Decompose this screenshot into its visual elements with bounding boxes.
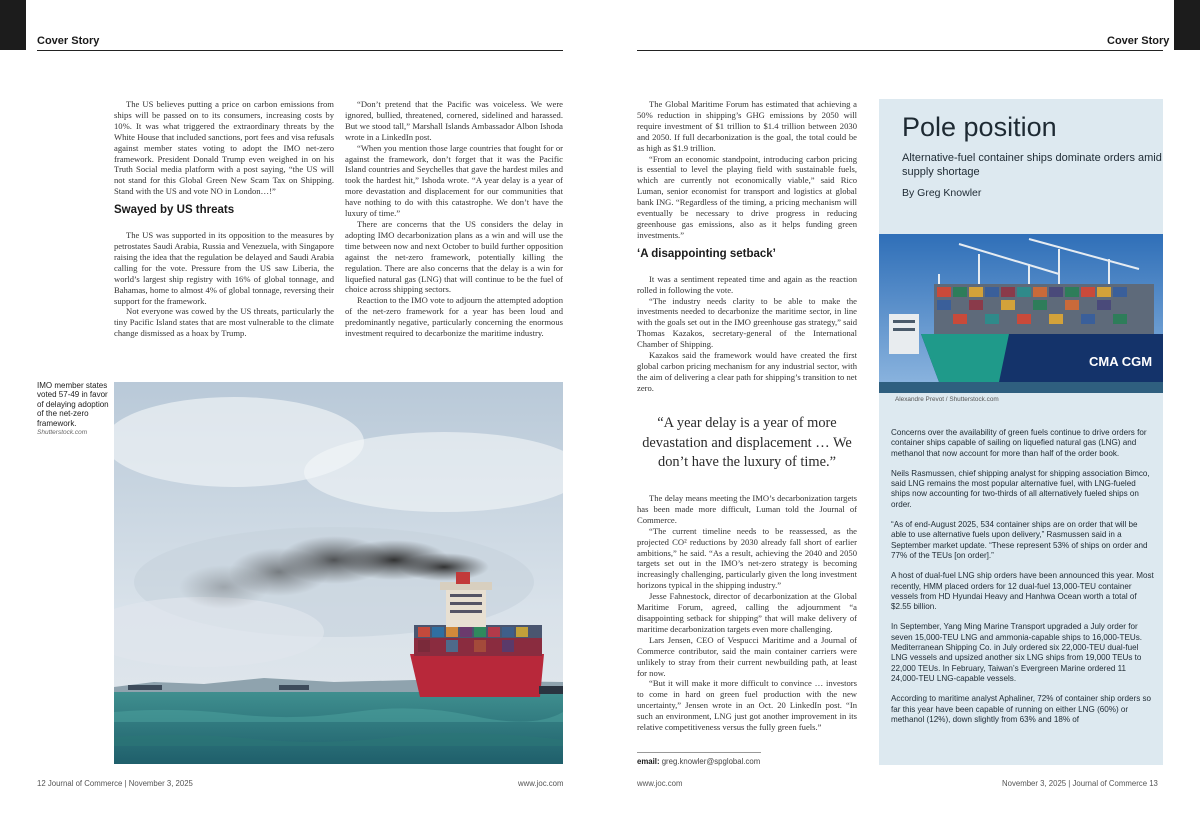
paragraph: It was a sentiment repeated time and again as the reaction rolled in following the vote. xyxy=(637,273,857,295)
paragraph: “The current timeline needs to be reassessed, as the projected CO² reductions by 2030 already fall short of earlier ambitions,” he said. “As a result, achieving the 2040 and 2050 targets set out in the IMO’s net-zero strategy is becoming increasingly challenging, particularly given the long investment horizons typical in the shipping industry.” xyxy=(637,525,857,591)
paragraph: According to maritime analyst Aphaliner, 72% of container ship orders so far this year have been capable of running on either LNG (60%) or methanol (12%), down slightly from 63% and 18% of xyxy=(891,694,1152,724)
paragraph: “Don’t pretend that the Pacific was voiceless. We were ignored, bullied, threatened, cornered, sidelined and harassed. But we stood tall,” Marshall Islands Ambassador Albon Ishoda wrote in a LinkedIn post. xyxy=(345,99,563,142)
sidebar-byline: By Greg Knowler xyxy=(902,187,982,199)
container-ship-photo xyxy=(879,234,1163,393)
caption-credit: Shutterstock.com xyxy=(37,429,88,437)
paragraph: Not everyone was cowed by the US threats, particularly the tiny Pacific Island states that are most vulnerable to the climate change dismissed as a hoax by Trump. xyxy=(114,306,334,339)
pull-quote: “A year delay is a year of more devastation and displacement … We don’t have the luxury of time.” xyxy=(642,415,852,470)
subheading: Swayed by US threats xyxy=(114,204,235,217)
sidebar-body xyxy=(891,428,1155,735)
footer-right-url[interactable]: www.joc.com xyxy=(637,779,683,788)
paragraph: The US believes putting a price on carbon emissions from ships will be passed on to its consumers, increasing costs by 10%. It was what triggered the extraordinary threats by the White House that included sanctions, port fees and visa refusals against member states voting to adopt the IMO net-zero framework. President Donald Trump even weighed in on his Truth Social media platform with a post saying, “the US will not stand for this Global Green New Scam Tax on Shipping. Stand with the US and vote NO in London…!” xyxy=(114,99,334,197)
paragraph: “From an economic standpoint, introducing carbon pricing is essential to level the playing field with sustainable fuels, which are currently not economically viable,” said Rico Luman, senior economist for transport and logistics at global bank ING. “Regardless of the timing, a pricing mechanism will eventually be necessary to drive progress in reducing greenhouse gas emissions, also as it helps funding green investments.” xyxy=(637,153,857,240)
paragraph: Neils Rasmussen, chief shipping analyst for shipping association Bimco, said LNG remains the most popular alternative fuel, with LNG-fueled ships now accounting for two-thirds of all alternatively fueled ships on order. xyxy=(891,468,1150,509)
footer-left-page-info: 12 Journal of Commerce | November 3, 2025 xyxy=(37,779,193,788)
paragraph: Kazakos said the framework would have created the first global carbon pricing mechanism for any industrial sector, with the aim of delivering a clear path for shipping’s transition to net zero. xyxy=(637,350,857,393)
section-label-left: Cover Story xyxy=(37,35,100,47)
left-column-2 xyxy=(345,99,563,339)
caption-text: IMO member states voted 57-49 in favor of delaying adoption of the net-zero framework. xyxy=(37,381,109,428)
paragraph: “As of end-August 2025, 534 container ships are on order that will be able to use alternative fuels upon delivery,” Rasmussen said in a September market update. “These represent 53% of ships on order and 77% of the TEUs [on order].” xyxy=(891,520,1148,560)
sidebar-deck: Alternative-fuel container ships dominate orders amid supply shortage xyxy=(902,152,1162,178)
paragraph: In September, Yang Ming Marine Transport upgraded a July order for seven 15,000-TEU LNG and ammonia-capable ships to 16,000-TEUs. Mediterranean Shipping Co. in July ordered six 22,000-TEU dual-fuel LNG vessels and upsized another six LNG ships from 19,000 TEUs to 22,000 TEUs. In February, Taiwan’s Evergreen Marine ordered 11 24,000-TEU LNG-capable vessels. xyxy=(891,622,1143,683)
paragraph: Lars Jensen, CEO of Vespucci Maritime and a Journal of Commerce contributor, said the main container carriers were unlikely to stray from their current newbuilding path, at least for now. xyxy=(637,634,857,678)
footer-left-url[interactable]: www.joc.com xyxy=(518,779,564,788)
paragraph: A host of dual-fuel LNG ship orders have been announced this year. Most recently, HMM placed orders for 12 dual-fuel 13,000-TEU container vessels from HD Hyundai Heavy and Hanhwa Ocean worth a total of $2.55 billion. xyxy=(891,571,1154,612)
author-email xyxy=(637,757,760,766)
paragraph: Reaction to the IMO vote to adjourn the attempted adoption of the net-zero framework for a year has been loud and predominantly negative, particularly concerning the enormous investment required to decarbonize the maritime industry. xyxy=(345,295,563,339)
right-column-lower xyxy=(637,493,857,733)
paragraph: “The industry needs clarity to be able to make the investments needed to decarbonize the maritime sector, in line with the goals set out in the IMO greenhouse gas strategy,” said Thomas Kazakos, secretary-general of the International Chamber of Shipping. xyxy=(637,295,857,350)
header-rule-right xyxy=(637,50,1163,51)
left-column-1 xyxy=(114,99,334,339)
section-label-right: Cover Story xyxy=(1107,35,1170,47)
hull-lettering: CMA CGM xyxy=(1089,354,1153,369)
subheading: ‘A disappointing setback’ xyxy=(637,247,776,260)
corner-tab-left xyxy=(0,0,26,50)
sidebar-pole-position xyxy=(879,99,1163,765)
corner-tab-right xyxy=(1174,0,1200,50)
paragraph: The Global Maritime Forum has estimated that achieving a 50% reduction in shipping’s GHG emissions by 2050 will require investment of $1 trillion to $1.4 trillion between 2030 and 2050. If full decarbonization is the goal, the total could be as high as $1.9 trillion. xyxy=(637,99,857,153)
paragraph: There are concerns that the US considers the delay in adopting IMO decarbonization plans as a win and will use the time between now and next October to build further opposition against the net-zero framework, potentially killing the regulation. There are also concerns that the delay is a win for liquefied natural gas (LNG) that will continue to be the fuel of choice across shipping sectors. xyxy=(345,218,563,295)
email-link[interactable]: greg.knowler@spglobal.com xyxy=(661,757,761,766)
footer-right-page-info: November 3, 2025 | Journal of Commerce 13 xyxy=(1002,779,1158,788)
paragraph: “When you mention those large countries that fought for or against the framework, don’t forget that it was the Pacific Island countries and Seychelles that gave the hardest miles and took the hardest hit,” Ishoda wrote. “A year delay is a year of more devastation and displacement for our communities that have nothing to do with this catastrophe. We don’t have the luxury of time.” xyxy=(345,142,563,219)
paragraph: The US was supported in its opposition to the measures by petrostates Saudi Arabia, Russia and Venezuela, with Singapore raising the idea that the regulation be delayed and Saudi Arabia calling for the vote. Pressure from the US saw Liberia, the world’s largest ship registry with 16% of global tonnage, and Bahamas, home to almost 4% of global tonnage, reversing their support for the framework. xyxy=(114,230,334,306)
paragraph: “But it will make it more difficult to convince … investors to come in hard on green fuel production with the new uncertainty,” Jensen wrote in an Oct. 20 LinkedIn post. “In such an environment, LNG just got another improvement in its relative competitiveness versus the fully green fuels.” xyxy=(637,678,857,733)
header-rule-left xyxy=(37,50,563,51)
sidebar-title: Pole position xyxy=(902,112,1057,142)
paragraph: Jesse Fahnestock, director of decarbonization at the Global Maritime Forum, agreed, calling the adjournment “a disappointing setback for shipping” that will make delivery of maritime decarbonization targets even more challenging. xyxy=(637,591,857,634)
email-divider xyxy=(637,752,761,753)
email-label: email: xyxy=(637,757,660,766)
paragraph: The delay means meeting the IMO’s decarbonization targets has been made more difficult, Luman told the Journal of Commerce. xyxy=(637,493,857,525)
sidebar-photo-credit: Alexandre Prevot / Shutterstock.com xyxy=(895,396,999,403)
paragraph: Concerns over the availability of green fuels continue to drive orders for container ships capable of sailing on liquefied natural gas (LNG) and methanol that now account for more than half of the order book. xyxy=(891,428,1147,458)
right-column-1 xyxy=(637,99,857,394)
photo-caption xyxy=(37,381,109,437)
ship-emissions-photo xyxy=(114,382,563,764)
